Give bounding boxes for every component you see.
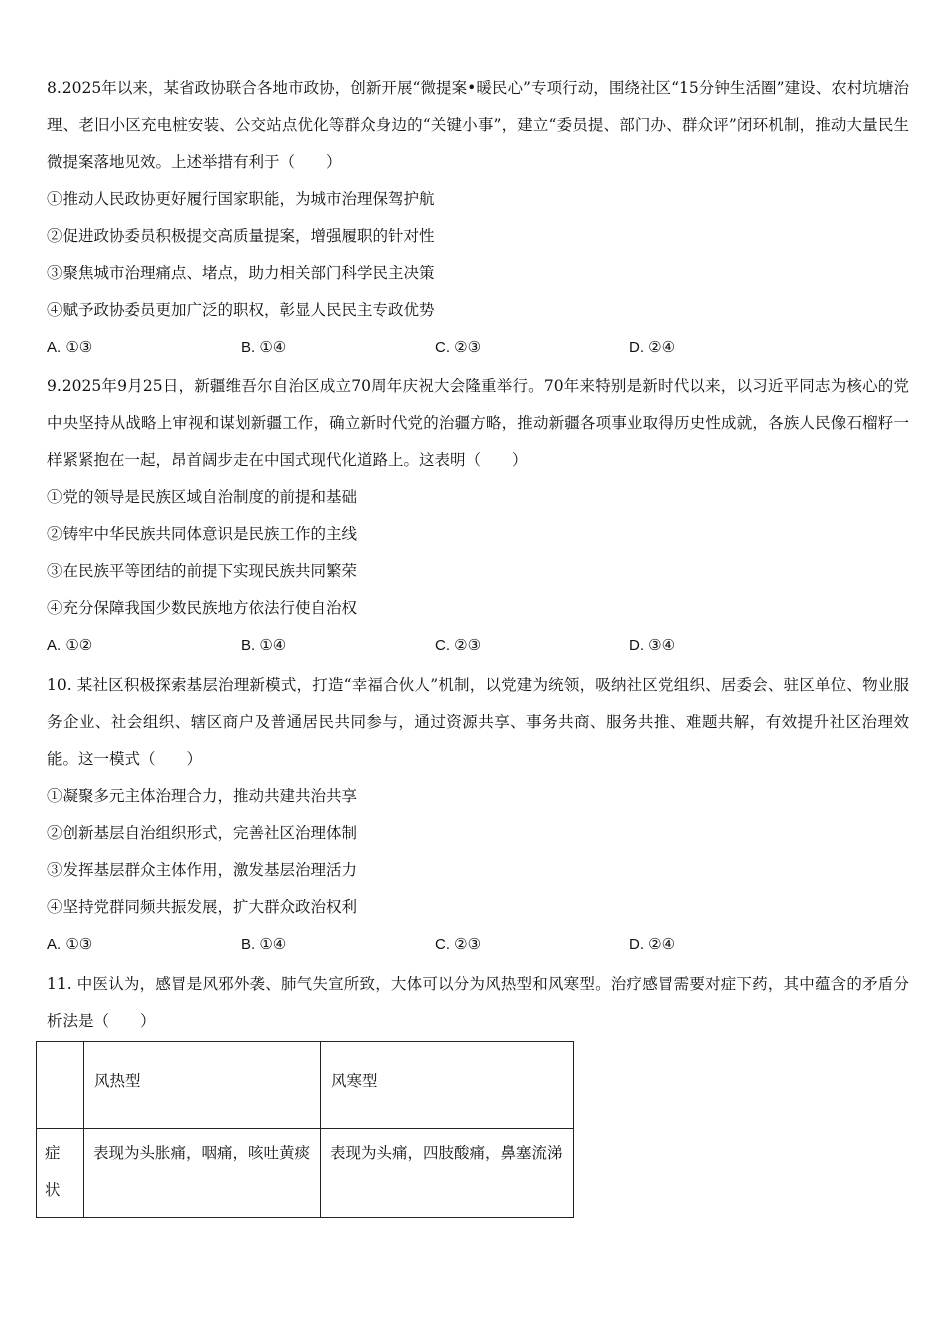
answer-c[interactable]: C. ②③ [435,936,482,953]
option-4: ④充分保障我国少数民族地方依法行使自治权 [47,599,358,617]
question-stem: 9.2025年9月25日，新疆维吾尔自治区成立70周年庆祝大会隆重举行。70年来特别是新时代以来，以习近平同志为核心的党中央坚持从战略上审视和谋划新疆工作，确立新时代党的治疆方略，推动新疆各项事业取得历史性成就，各族人民像石榴籽一样紧紧抱在一起，昂首阔步走在中国式现代化道路上。这表明（ ） [47,377,909,469]
option-1: ①凝聚多元主体治理合力，推动共建共治共享 [47,787,358,805]
answer-b[interactable]: B. ①④ [241,936,287,953]
answer-c[interactable]: C. ②③ [435,339,482,356]
answer-b[interactable]: B. ①④ [241,339,287,356]
table-header-wind-heat: 风热型 [84,1042,321,1129]
table-row [37,1129,574,1218]
table-cell-wind-cold: 表现为头痛，四肢酸痛，鼻塞流涕 [321,1129,574,1218]
question-11 [47,966,909,1040]
option-2: ②创新基层自治组织形式，完善社区治理体制 [47,824,358,842]
symptom-table [36,1041,574,1218]
table-header-wind-cold: 风寒型 [321,1042,574,1129]
option-3: ③聚焦城市治理痛点、堵点，助力相关部门科学民主决策 [47,264,435,282]
option-4: ④坚持党群同频共振发展，扩大群众政治权利 [47,898,358,916]
question-stem: 11. 中医认为，感冒是风邪外袭、肺气失宣所致，大体可以分为风热型和风寒型。治疗感冒需要对症下药，其中蕴含的矛盾分析法是（ ） [47,975,909,1030]
option-3: ③在民族平等团结的前提下实现民族共同繁荣 [47,562,358,580]
answer-d[interactable]: D. ②④ [629,936,676,953]
table-row-label: 症状 [37,1129,84,1218]
option-1: ①党的领导是民族区域自治制度的前提和基础 [47,488,358,506]
question-number: 8. [47,79,62,97]
table-cell-wind-heat: 表现为头胀痛，咽痛，咳吐黄痰 [84,1129,321,1218]
table-header-row [37,1042,574,1129]
question-stem: 10. 某社区积极探索基层治理新模式，打造“幸福合伙人”机制，以党建为统领，吸纳社区党组织、居委会、驻区单位、物业服务企业、社会组织、辖区商户及普通居民共同参与，通过资源共享、事务共商、服务共推、难题共解，有效提升社区治理效能。这一模式（ ） [47,676,909,768]
option-4: ④赋予政协委员更加广泛的职权，彰显人民民主专政优势 [47,301,435,319]
answer-choices [47,627,909,664]
question-number: 11. [47,975,72,993]
option-2: ②促进政协委员积极提交高质量提案，增强履职的针对性 [47,227,435,245]
answer-a[interactable]: A. ①③ [47,339,93,356]
answer-c[interactable]: C. ②③ [435,637,482,654]
question-number: 9. [47,377,62,395]
answer-choices [47,329,909,366]
answer-a[interactable]: A. ①③ [47,936,93,953]
question-stem: 8.2025年以来，某省政协联合各地市政协，创新开展“微提案•暖民心”专项行动，围绕社区“15分钟生活圈”建设、农村坑塘治理、老旧小区充电桩安装、公交站点优化等群众身边的“关键小事”，建立“委员提、部门办、群众评”闭环机制，推动大量民生微提案落地见效。上述举措有利于（ ） [47,79,909,171]
answer-d[interactable]: D. ②④ [629,339,676,356]
answer-d[interactable]: D. ③④ [629,637,676,654]
option-1: ①推动人民政协更好履行国家职能，为城市治理保驾护航 [47,190,435,208]
answer-choices [47,926,909,963]
question-9 [47,368,909,664]
question-8 [47,70,909,366]
answer-a[interactable]: A. ①② [47,637,93,654]
table-corner-cell [37,1042,84,1129]
question-number: 10. [47,676,72,694]
answer-b[interactable]: B. ①④ [241,637,287,654]
option-3: ③发挥基层群众主体作用，激发基层治理活力 [47,861,358,879]
option-2: ②铸牢中华民族共同体意识是民族工作的主线 [47,525,358,543]
question-10 [47,667,909,963]
